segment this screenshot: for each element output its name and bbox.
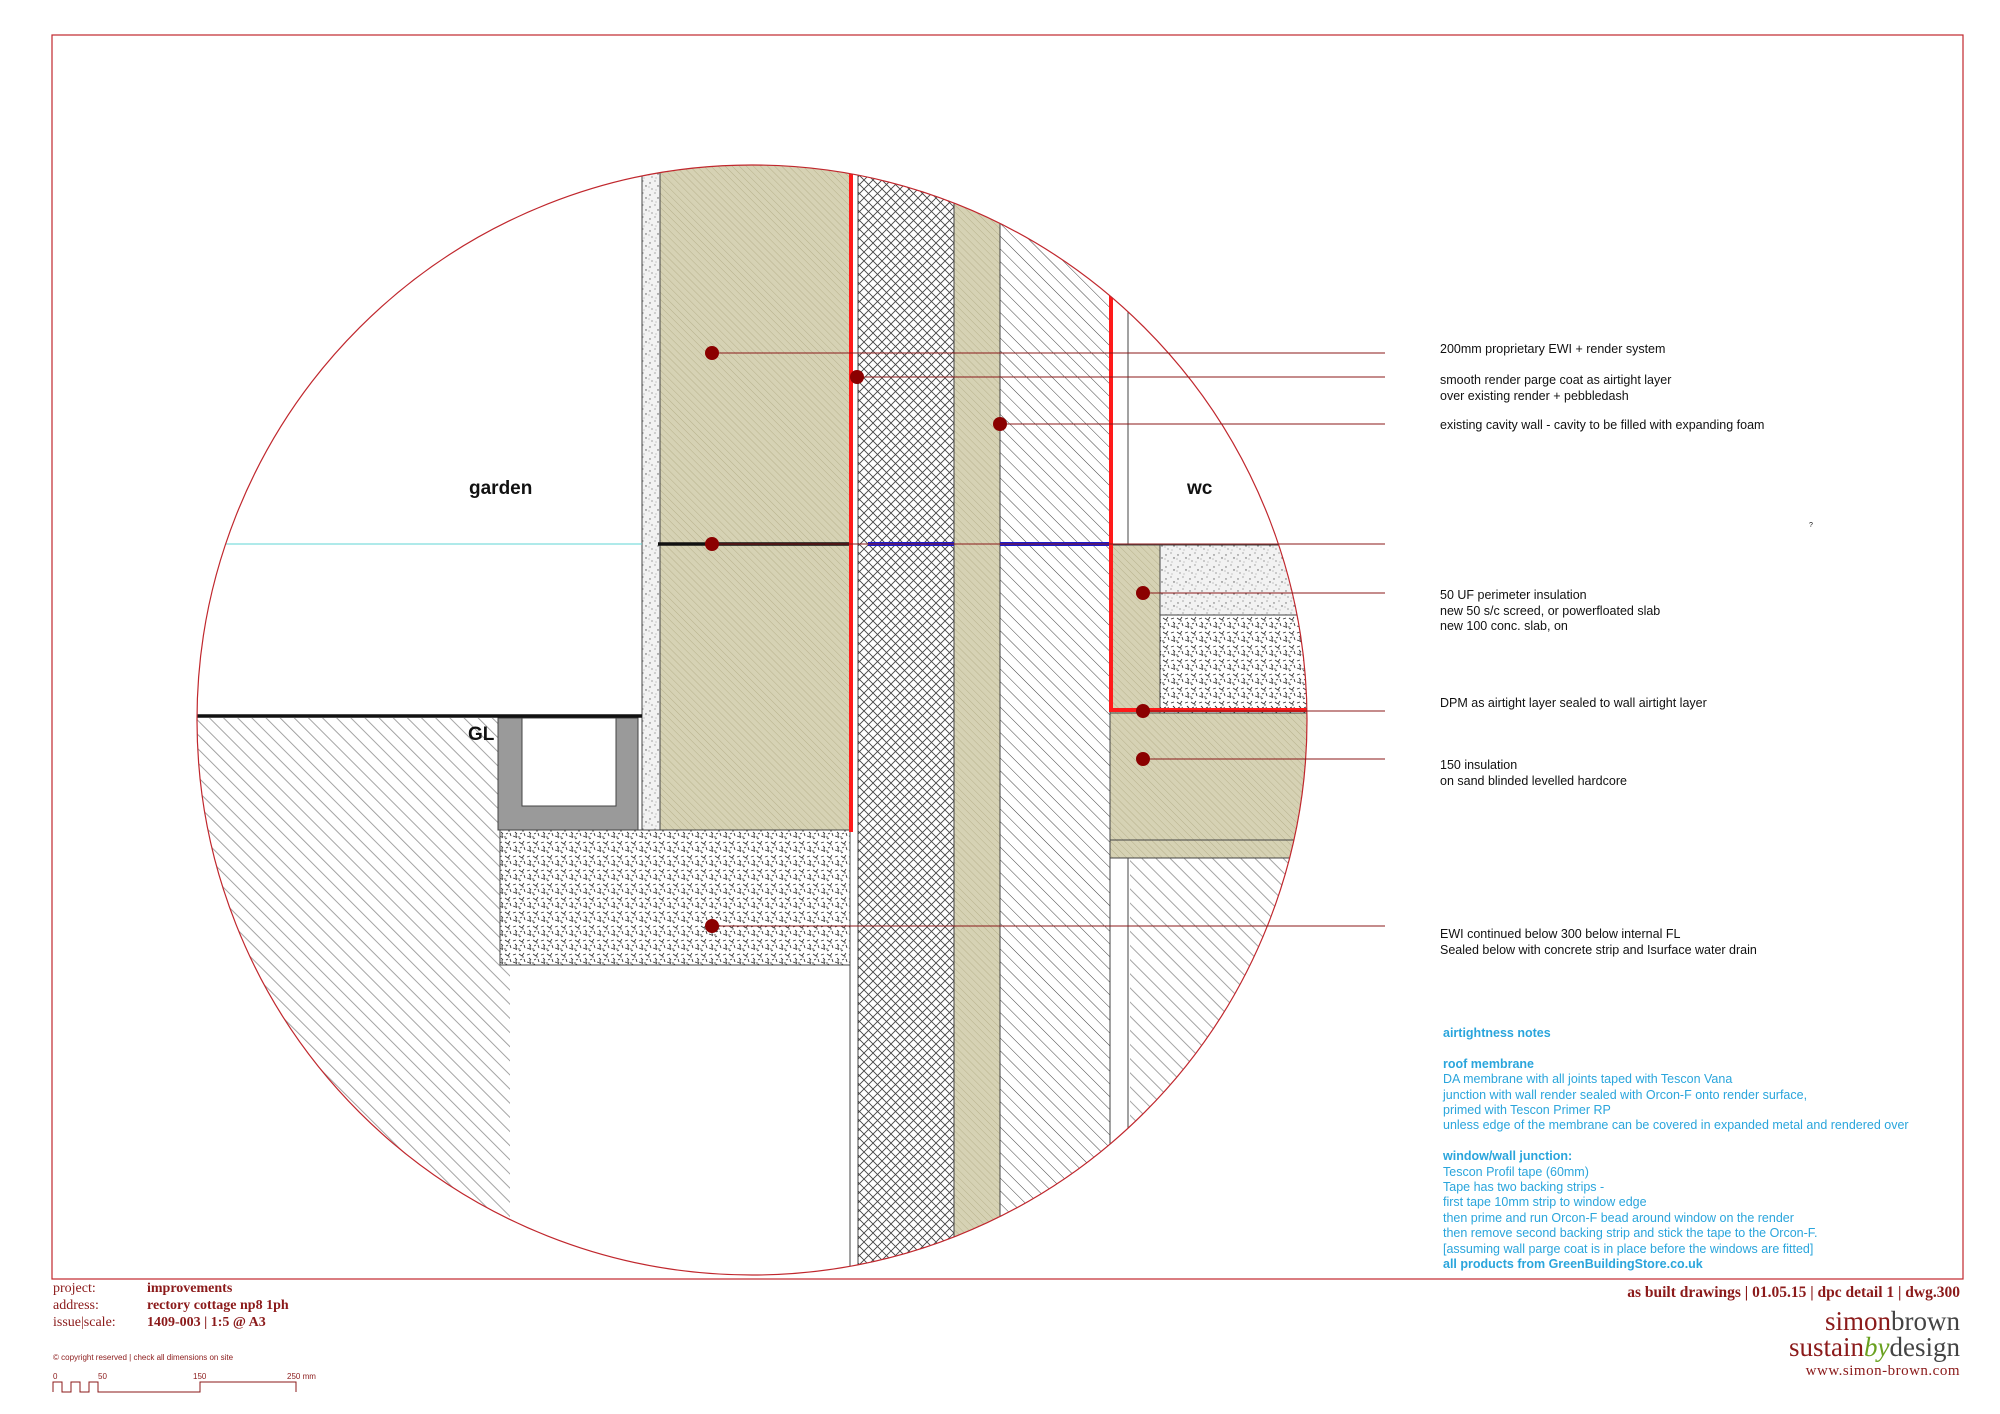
leader-dot-dpm [1136,704,1150,718]
concrete-strip [500,830,850,965]
notes-roof-line: primed with Tescon Primer RP [1443,1103,1611,1118]
notes-window-line: Tescon Profil tape (60mm) [1443,1164,1589,1179]
concrete-slab [1160,615,1380,713]
logo-sustain: sustain [1789,1332,1865,1362]
drawing-status: as built drawings | 01.05.15 | dpc detail 1 | dwg.300 [1627,1284,1960,1301]
simon-brown-logo [1789,1308,1960,1379]
logo-by: by [1864,1332,1890,1362]
annotation-ewi-below: EWI continued below 300 below internal FL Sealed below with concrete strip and Isurface water drain [1440,927,1757,957]
notes-window-line: Tape has two backing strips - [1443,1180,1605,1195]
leader-dot-cavity [993,417,1007,431]
annotation-parge: smooth render parge coat as airtight layer over existing render + pebbledash [1440,373,1672,403]
leader-dot-parge [850,370,864,384]
notes-footer: all products from GreenBuildingStore.co.uk [1443,1257,1703,1272]
leader-dot-perimeter [1136,586,1150,600]
notes-roof-heading: roof membrane [1443,1056,1534,1071]
issue-label: issue|scale: [53,1315,116,1330]
render-coat [642,150,660,830]
annotation-insulation: 150 insulation on sand blinded levelled hardcore [1440,758,1627,788]
issue-value: 1409-003 | 1:5 @ A3 [147,1315,266,1330]
leader-dot-ewi-below [705,919,719,933]
detail-section [150,60,1380,1338]
annotation-ewi: 200mm proprietary EWI + render system [1440,342,1666,356]
notes-heading: airtightness notes [1443,1026,1551,1040]
stray-mark: ? [1809,522,1813,529]
perimeter-insulation [1110,545,1160,713]
scale-tick-150: 150 [193,1372,207,1381]
leader-dot-ewi [705,346,719,360]
logo-url: www.simon-brown.com [1805,1363,1960,1379]
notes-roof-line: DA membrane with all joints taped with Tescon Vana [1443,1072,1733,1087]
leader-dot-dpc [705,537,719,551]
annotation-cavity: existing cavity wall - cavity to be filled with expanding foam [1440,418,1765,432]
project-value: improvements [147,1281,233,1296]
floor-insulation [1110,713,1380,858]
screed [1160,545,1380,615]
logo-brown: brown [1891,1306,1960,1336]
scale-tick-0: 0 [53,1372,58,1381]
notes-roof-line: unless edge of the membrane can be covered in expanded metal and rendered over [1443,1118,1909,1133]
address-label: address: [53,1298,99,1313]
logo-design: design [1889,1332,1960,1362]
ground-level-label: GL [468,724,495,745]
notes-window-line: then prime and run Orcon-F bead around window on the render [1443,1210,1794,1225]
room-label-wc: wc [1187,478,1213,499]
scale-tick-50: 50 [98,1372,107,1381]
scale-tick-250: 250 mm [287,1372,316,1381]
logo-simon: simon [1824,1306,1891,1336]
cavity-fill [954,60,1000,1320]
annotation-perimeter: 50 UF perimeter insulation new 50 s/c screed, or powerfloated slab new 100 conc. slab, on [1440,588,1661,633]
room-label-garden: garden [469,478,533,499]
notes-window-line: first tape 10mm strip to window edge [1443,1195,1647,1210]
notes-window-line: then remove second backing strip and stick the tape to the Orcon-F. [1443,1226,1818,1241]
ground-hatch-wc [1130,858,1370,1338]
project-label: project: [53,1281,96,1296]
scale-bar [53,1382,296,1392]
copyright-note: © copyright reserved | check all dimensions on site [53,1353,234,1362]
notes-window-heading: window/wall junction: [1443,1149,1573,1164]
outer-leaf [858,60,954,1320]
airtightness-notes [1443,1026,1909,1272]
address-value: rectory cottage np8 1ph [147,1298,289,1313]
ewi-insulation [660,60,850,830]
inner-leaf [1000,60,1110,1320]
inner-plaster-lower [1110,858,1128,1328]
notes-roof-line: junction with wall render sealed with Orcon-F onto render surface, [1443,1087,1808,1102]
notes-window-line: [assuming wall parge coat is in place before the windows are fitted] [1443,1241,1814,1256]
annotation-dpm: DPM as airtight layer sealed to wall airtight layer [1440,696,1707,710]
leader-dot-insulation [1136,752,1150,766]
